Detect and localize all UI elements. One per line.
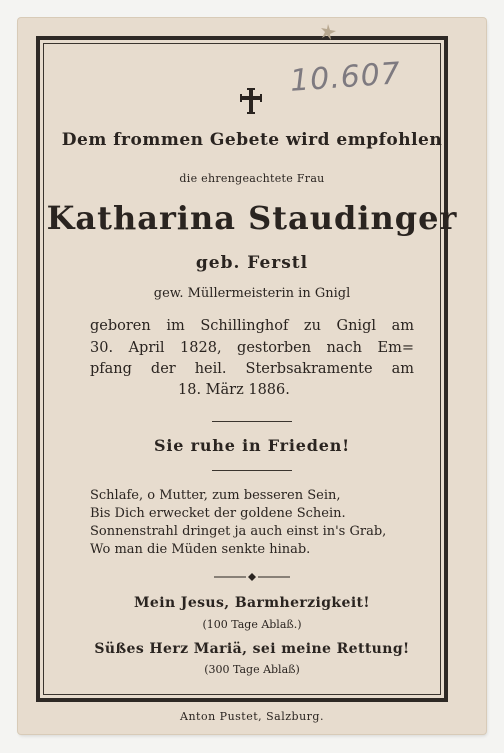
divider bbox=[212, 421, 292, 422]
occupation-text: gew. Müllermeisterin in Gnigl bbox=[153, 286, 351, 301]
stain-mark bbox=[318, 22, 338, 42]
bio-line: geboren im Schillinghof zu Gnigl am bbox=[90, 318, 414, 334]
archive-number-handwritten: 10.607 bbox=[288, 56, 403, 99]
divider bbox=[212, 470, 292, 471]
bio-line: 18. März 1886. bbox=[178, 382, 290, 398]
poem-line: Bis Dich erwecket der goldene Schein. bbox=[90, 506, 346, 521]
printer-imprint: Anton Pustet, Salzburg. bbox=[180, 710, 324, 723]
cross-icon bbox=[240, 88, 262, 114]
header-text: Dem frommen Gebete wird empfohlen bbox=[61, 130, 443, 150]
poem-line: Sonnenstrahl dringet ja auch einst in's Grab, bbox=[90, 524, 387, 539]
prayer-text: Mein Jesus, Barmherzigkeit! bbox=[134, 595, 370, 611]
intro-text: die ehrengeachtete Frau bbox=[179, 172, 325, 185]
rest-in-peace: Sie ruhe in Frieden! bbox=[154, 436, 350, 455]
deceased-name: Katharina Staudinger bbox=[46, 199, 458, 237]
indulgence-note: (300 Tage Ablaß) bbox=[204, 663, 300, 676]
poem-line: Schlafe, o Mutter, zum besseren Sein, bbox=[90, 488, 341, 503]
bio-line: 30. April 1828, gestorben nach Em= bbox=[90, 340, 414, 356]
ornament-divider-icon bbox=[212, 572, 292, 582]
indulgence-note: (100 Tage Ablaß.) bbox=[202, 618, 302, 631]
prayer-text: Süßes Herz Mariä, sei meine Rettung! bbox=[94, 641, 410, 657]
maiden-name: geb. Ferstl bbox=[195, 253, 309, 273]
poem-line: Wo man die Müden senkte hinab. bbox=[90, 542, 311, 557]
bio-line: pfang der heil. Sterbsakramente am bbox=[90, 361, 414, 377]
